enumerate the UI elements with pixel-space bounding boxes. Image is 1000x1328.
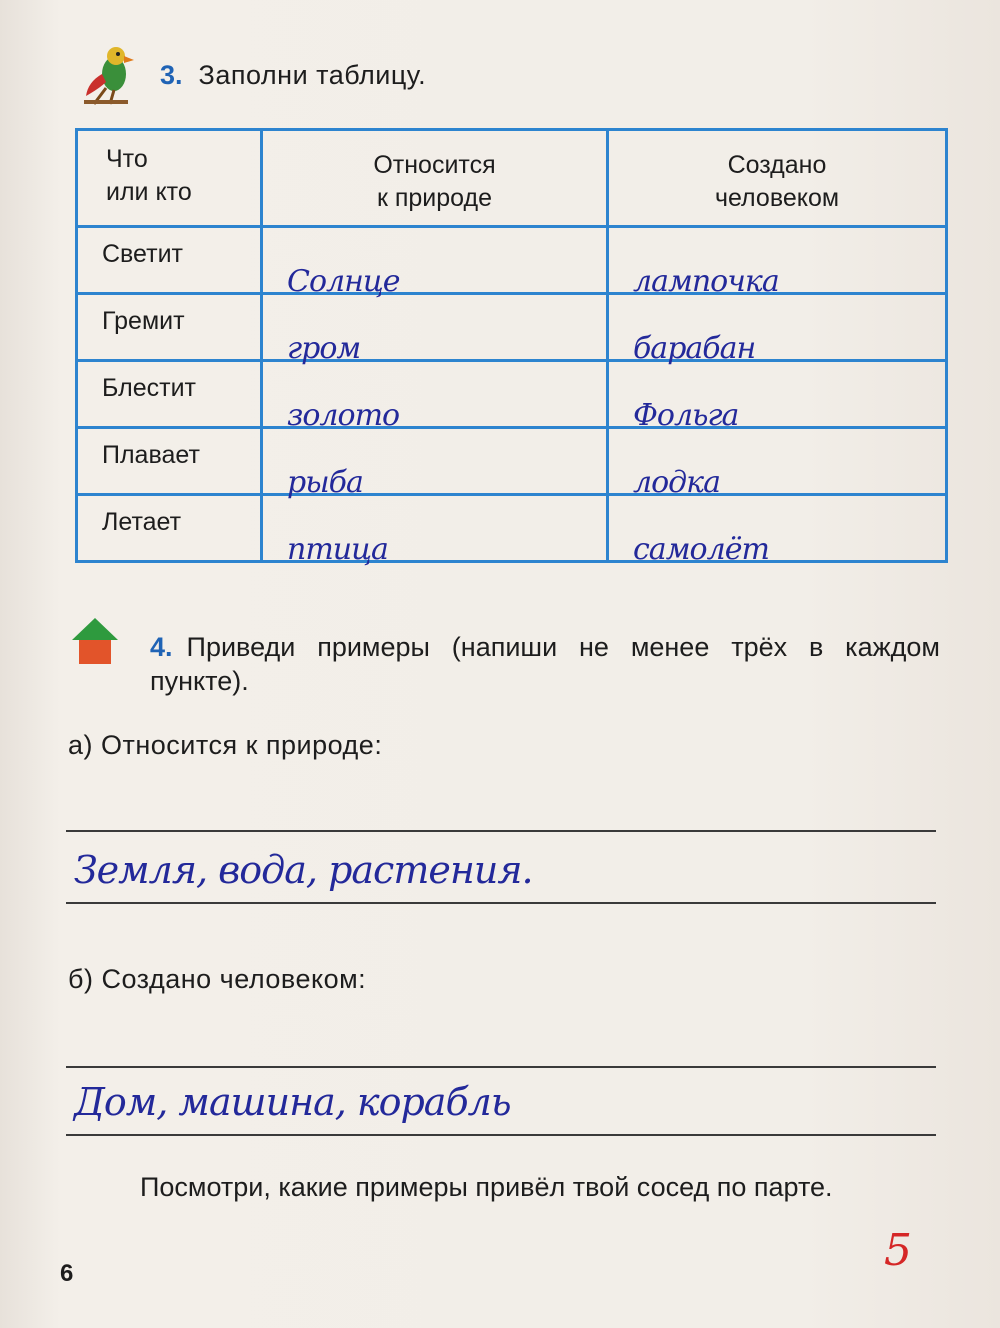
nature-cell[interactable]	[262, 227, 608, 299]
table-row	[77, 495, 947, 562]
house-icon	[70, 616, 120, 666]
answer-line	[66, 830, 936, 832]
header-nature-line1: Относится	[373, 151, 496, 179]
human-cell[interactable]	[608, 495, 947, 567]
verb-label: Летает	[102, 508, 182, 536]
teacher-grade: 5	[884, 1225, 912, 1276]
nature-cell[interactable]	[262, 294, 608, 366]
header-what-line2: или кто	[106, 178, 192, 206]
verb-cell	[77, 227, 262, 294]
table-row	[77, 294, 947, 361]
verb-label: Гремит	[102, 307, 185, 335]
human-cell[interactable]	[608, 227, 947, 299]
table-row	[77, 428, 947, 495]
answer-line	[66, 1134, 936, 1136]
verb-cell	[77, 428, 262, 495]
header-what-cell	[77, 130, 262, 227]
human-answer: барабан	[633, 331, 756, 366]
table-row	[77, 361, 947, 428]
human-answer: самолёт	[633, 532, 769, 567]
exercise-3-header	[80, 40, 426, 110]
nature-answer: гром	[287, 331, 361, 366]
answer-line	[66, 1066, 936, 1068]
answer-line	[66, 902, 936, 904]
nature-answer: Солнце	[287, 264, 400, 299]
part-b-label: б) Создано человеком:	[68, 964, 367, 994]
verb-cell	[77, 361, 262, 428]
nature-cell[interactable]	[262, 361, 608, 433]
part-a-label: а) Относится к природе:	[68, 730, 383, 760]
nature-answer: золото	[287, 398, 400, 433]
part-a-answer[interactable]: Земля, вода, растения.	[74, 848, 533, 892]
exercise-4-instruction: Приведи примеры (напиши не менее трёх в каждом пункте).	[150, 632, 940, 696]
header-nature-cell	[262, 130, 608, 227]
verb-label: Плавает	[102, 441, 200, 469]
nature-cell[interactable]	[262, 428, 608, 500]
fill-table	[75, 128, 948, 567]
human-answer: Фольга	[633, 398, 739, 433]
nature-answer: птица	[287, 532, 388, 567]
nature-answer: рыба	[287, 465, 363, 500]
human-cell[interactable]	[608, 294, 947, 366]
page-number: 6	[60, 1260, 74, 1287]
exercise-4-text-block	[150, 630, 940, 698]
header-human-line1: Создано	[727, 151, 827, 179]
exercise-3-title: Заполни таблицу.	[198, 59, 427, 90]
nature-cell[interactable]	[262, 495, 608, 567]
exercise-4-number: 4.	[150, 632, 173, 662]
parrot-icon	[80, 44, 140, 106]
verb-cell	[77, 495, 262, 562]
table-header-row	[77, 130, 947, 227]
exercise-3-number: 3.	[160, 59, 183, 90]
human-answer: лодка	[633, 465, 720, 500]
table-row	[77, 227, 947, 294]
human-cell[interactable]	[608, 428, 947, 500]
verb-label: Светит	[102, 240, 183, 268]
header-nature-line2: к природе	[376, 184, 493, 212]
human-cell[interactable]	[608, 361, 947, 433]
header-human-cell	[608, 130, 947, 227]
footer-instruction: Посмотри, какие примеры привёл твой сосед по парте.	[140, 1172, 833, 1202]
header-human-line2: человеком	[714, 184, 840, 212]
part-b-answer[interactable]: Дом, машина, корабль	[74, 1080, 511, 1124]
human-answer: лампочка	[633, 264, 779, 299]
verb-label: Блестит	[102, 374, 196, 402]
verb-cell	[77, 294, 262, 361]
header-what-line1: Что	[106, 145, 148, 173]
